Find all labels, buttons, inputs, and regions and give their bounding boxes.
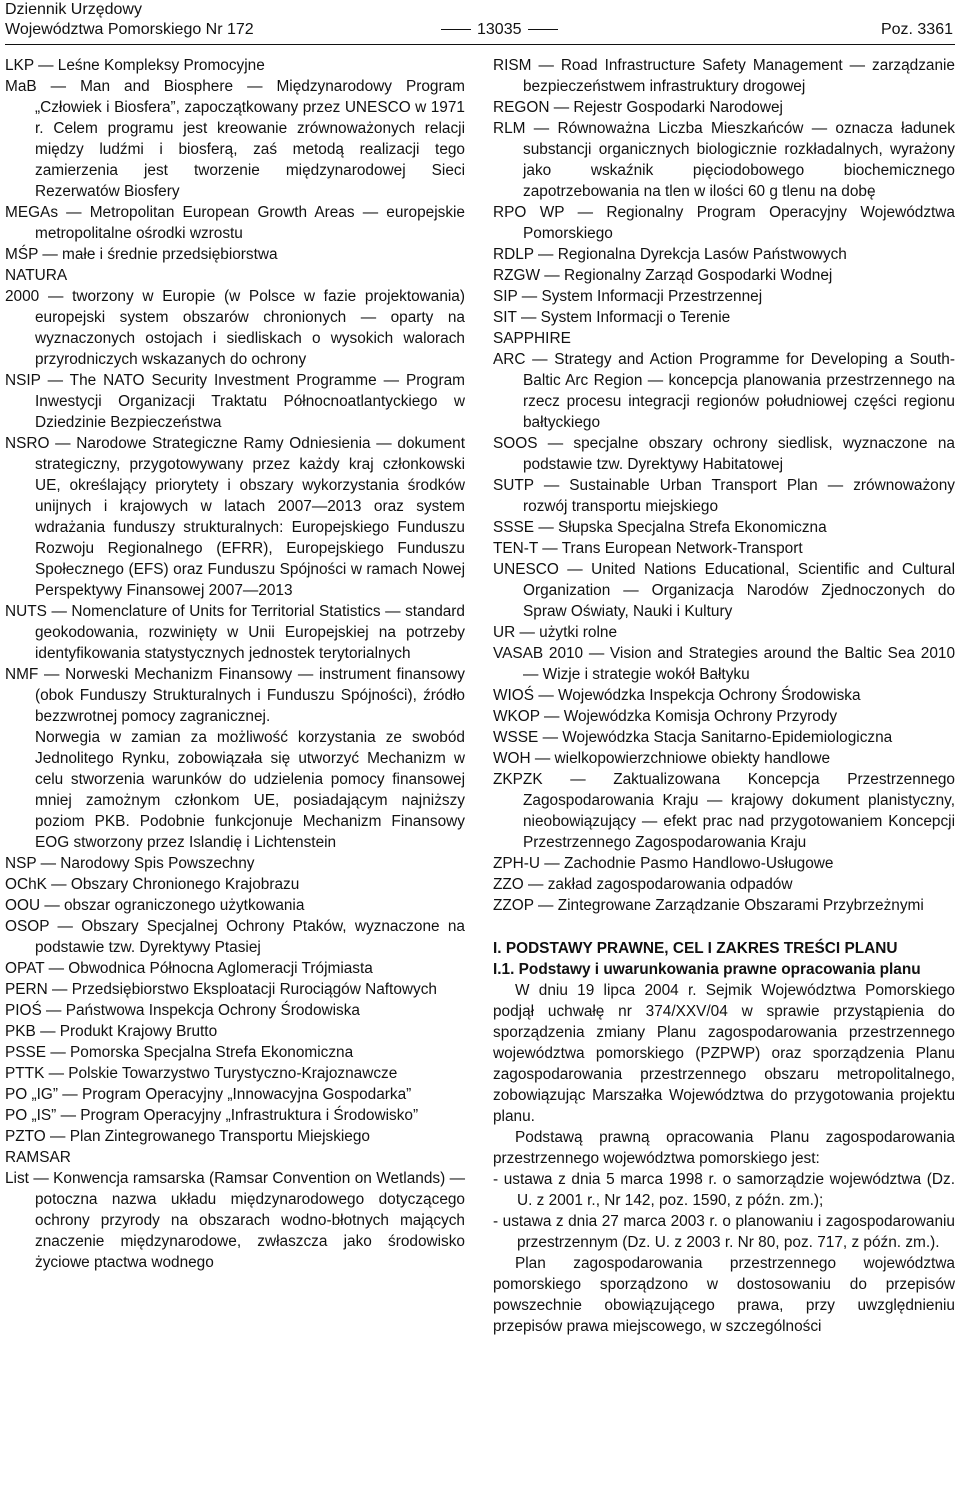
left-column bbox=[5, 55, 465, 1273]
glossary-entry: PO „IS” — Program Operacyjny „Infrastruktura i Środowisko” bbox=[5, 1107, 419, 1124]
glossary-entry: RLM — Równoważna Liczba Mieszkańców — oznacza ładunek substancji organicznych biologicznie rozkładalnych, wyrażony jako wskaźnik pięciodobowego biochemicznego zapotrzebowania na tlen w ilości 60 g tlenu na dobę bbox=[493, 120, 955, 200]
glossary-entry: SOOS — specjalne obszary ochrony siedlisk, wyznaczone na podstawie tzw. Dyrektywy Habitatowej bbox=[493, 435, 955, 473]
glossary-entry: SIP — System Informacji Przestrzennej bbox=[493, 288, 763, 305]
glossary-entry: PTTK — Polskie Towarzystwo Turystyczno-Krajoznawcze bbox=[5, 1065, 398, 1082]
glossary-entry: OSOP — Obszary Specjalnej Ochrony Ptaków, wyznaczone na podstawie tzw. Dyrektywy Ptasiej bbox=[5, 918, 465, 956]
glossary-entry: SSSE — Słupska Specjalna Strefa Ekonomiczna bbox=[493, 519, 827, 536]
glossary-entry: REGON — Rejestr Gospodarki Narodowej bbox=[493, 99, 783, 116]
glossary-entry: OChK — Obszary Chronionego Krajobrazu bbox=[5, 876, 300, 893]
glossary-entry: ZZO — zakład zagospodarowania odpadów bbox=[493, 876, 793, 893]
glossary-entry: MEGAs — Metropolitan European Growth Areas — europejskie metropolitalne ośrodki wzrostu bbox=[5, 204, 465, 242]
header-divider bbox=[5, 44, 955, 45]
journal-line-1: Dziennik Urzędowy bbox=[5, 1, 142, 18]
glossary-entry: OOU — obszar ograniczonego użytkowania bbox=[5, 897, 305, 914]
body-paragraph: W dniu 19 lipca 2004 r. Sejmik Województwa Pomorskiego podjął uchwałę nr 374/XXV/04 w sprawie przystąpienia do sporządzenia zmiany Planu zagospodarowania przestrzennego województwa pomorskiego (PZPWP) oraz sporządzenia Planu zagospodarowania przestrzennego obszaru metropolitalnego, zobowiązując Marszałka Województwa do przygotowania projektu planu. bbox=[493, 982, 955, 1125]
glossary-entry: PIOŚ — Państwowa Inspekcja Ochrony Środowiska bbox=[5, 1002, 360, 1019]
page-header bbox=[5, 0, 955, 48]
glossary-entry: RDLP — Regionalna Dyrekcja Lasów Państwowych bbox=[493, 246, 847, 263]
page-number-text: 13035 bbox=[477, 21, 522, 38]
glossary-entry: RZGW — Regionalny Zarząd Gospodarki Wodnej bbox=[493, 267, 833, 284]
glossary-entry: PKB — Produkt Krajowy Brutto bbox=[5, 1023, 218, 1040]
glossary-entry: ZZOP — Zintegrowane Zarządzanie Obszarami Przybrzeżnymi bbox=[493, 897, 924, 914]
glossary-entry: SUTP — Sustainable Urban Transport Plan — zrównoważony rozwój transportu miejskiego bbox=[493, 477, 955, 515]
page-number bbox=[435, 20, 564, 40]
glossary-entry: TEN-T — Trans European Network-Transport bbox=[493, 540, 803, 557]
glossary-entry: MaB — Man and Biosphere — Międzynarodowy Program „Człowiek i Biosfera”, zapoczątkowany przez UNESCO w 1971 r. Celem programu jest kreowanie zrównoważonych relacji między ludźmi i biosferą, zaś metodą realizacji tego zamierzenia jest tworzenie międzynarodowej Sieci Rezerwatów Biosfery bbox=[5, 78, 465, 200]
glossary-entry: ZPH-U — Zachodnie Pasmo Handlowo-Usługowe bbox=[493, 855, 834, 872]
glossary-entry: 2000 — tworzony w Europie (w Polsce w fazie projektowania) europejski system obszarów chronionych — oparty na wyznaczonych ostojach i siedliskach o wysokich walorach przyrodniczych wskazanych do ochrony bbox=[5, 288, 465, 368]
glossary-entry: NSRO — Narodowe Strategiczne Ramy Odniesienia — dokument strategiczny, przygotowywany przez każdy kraj członkowski UE, określający priorytety i obszary wykorzystania środków unijnych i krajowych w latach 2007—2013 oraz system wdrażania funduszy strukturalnych: Europejskiego Funduszu Rozwoju Regionalnego (EFRR), Europejskiego Funduszu Społecznego (EFS) oraz Funduszu Spójności w ramach Nowej Perspektywy Finansowej 2007—2013 bbox=[5, 435, 465, 599]
glossary-entry: SIT — System Informacji o Terenie bbox=[493, 309, 731, 326]
glossary-entry: UR — użytki rolne bbox=[493, 624, 618, 641]
glossary-entry: RISM — Road Infrastructure Safety Management — zarządzanie bezpieczeństwem infrastruktury drogowej bbox=[493, 57, 955, 95]
glossary-entry: PZTO — Plan Zintegrowanego Transportu Miejskiego bbox=[5, 1128, 370, 1145]
glossary-entry: RAMSAR bbox=[5, 1149, 71, 1166]
glossary-entry: PO „IG” — Program Operacyjny „Innowacyjna Gospodarka” bbox=[5, 1086, 412, 1103]
section-heading: I. PODSTAWY PRAWNE, CEL I ZAKRES TREŚCI PLANU bbox=[493, 940, 898, 957]
glossary-entry: UNESCO — United Nations Educational, Scientific and Cultural Organization — Organizacja Narodów Zjednoczonych do Spraw Oświaty, Nauki i Kultury bbox=[493, 561, 955, 620]
position-number: Poz. 3361 bbox=[880, 21, 953, 38]
glossary-entry: NMF — Norweski Mechanizm Finansowy — instrument finansowy (obok Funduszy Strukturalnych i Funduszu Spójności), źródło bezzwrotnej pomocy zagranicznej. bbox=[5, 666, 465, 725]
subsection-heading: I.1. Podstawy i uwarunkowania prawne opracowania planu bbox=[493, 961, 921, 978]
legal-basis-item: - ustawa z dnia 27 marca 2003 r. o planowaniu i zagospodarowaniu przestrzennym (Dz. U. z 2003 r. Nr 80, poz. 717, z późn. zm.). bbox=[493, 1213, 955, 1251]
glossary-entry: List — Konwencja ramsarska (Ramsar Convention on Wetlands) — potoczna nazwa układu międzynarodowego dotyczącego ochrony przyrody na obszarach wodno-błotnych mających znaczenie międzynarodowe, zwłaszcza jako środowisko życiowe ptactwa wodnego bbox=[5, 1170, 465, 1271]
body-paragraph: Podstawą prawną opracowania Planu zagospodarowania przestrzennego województwa pomorskiego jest: bbox=[493, 1129, 955, 1167]
glossary-entry: PERN — Przedsiębiorstwo Eksploatacji Rurociągów Naftowych bbox=[5, 981, 437, 998]
glossary-entry: MŚP — małe i średnie przedsiębiorstwa bbox=[5, 246, 278, 263]
right-column bbox=[493, 55, 955, 1337]
glossary-entry: PSSE — Pomorska Specjalna Strefa Ekonomiczna bbox=[5, 1044, 354, 1061]
glossary-entry: VASAB 2010 — Vision and Strategies around the Baltic Sea 2010 — Wizje i strategie wokół Bałtyku bbox=[493, 645, 955, 683]
glossary-entry: OPAT — Obwodnica Północna Aglomeracji Trójmiasta bbox=[5, 960, 373, 977]
glossary-entry: SAPPHIRE bbox=[493, 330, 571, 347]
body-paragraph: Plan zagospodarowania przestrzennego województwa pomorskiego sporządzono w dostosowaniu do przepisów powszechnie obowiązującego prawa, przy uwzględnieniu przepisów prawa miejscowego, w szczególności bbox=[493, 1255, 955, 1335]
dash-rule-right bbox=[528, 29, 558, 30]
glossary-entry: NSIP — The NATO Security Investment Programme — Program Inwestycji Organizacji Traktatu Północnoatlantyckiego w Dziedzinie Bezpieczeństwa bbox=[5, 372, 465, 431]
glossary-entry: WOH — wielkopowierzchniowe obiekty handlowe bbox=[493, 750, 831, 767]
glossary-entry: LKP — Leśne Kompleksy Promocyjne bbox=[5, 57, 265, 74]
glossary-entry-continuation: Norwegia w zamian za możliwość korzystania ze swobód Jednolitego Rynku, zobowiązała się utworzyć Mechanizm w celu stworzenia warunków do udzielenia pomocy finansowej mniej zamożnym członkom UE, posiadającym najniższy poziom PKB. Podobnie funkcjonuje Mechanizm Finansowy EOG stworzony przez Islandię i Lichtenstein bbox=[35, 729, 465, 851]
glossary-entry: WSSE — Wojewódzka Stacja Sanitarno-Epidemiologiczna bbox=[493, 729, 893, 746]
journal-line-2: Województwa Pomorskiego Nr 172 bbox=[5, 21, 254, 38]
legal-basis-item: - ustawa z dnia 5 marca 1998 r. o samorządzie województwa (Dz. U. z 2001 r., Nr 142, poz. 1590, z późn. zm.); bbox=[493, 1171, 955, 1209]
glossary-entry: ARC — Strategy and Action Programme for Developing a South-Baltic Arc Region — koncepcja planowania przestrzennego na rzecz procesu integracji regionów południowej części regionu bałtyckiego bbox=[493, 351, 955, 431]
glossary-entry: NATURA bbox=[5, 267, 68, 284]
glossary-entry: WKOP — Wojewódzka Komisja Ochrony Przyrody bbox=[493, 708, 838, 725]
glossary-entry: ZKPZK — Zaktualizowana Koncepcja Przestrzennego Zagospodarowania Kraju — krajowy dokument planistyczny, nieobowiązujący — efekt prac nad przygotowaniem Koncepcji Przestrzennego Zagospodarowania Kraju bbox=[493, 771, 955, 851]
dash-rule-left bbox=[441, 29, 471, 30]
glossary-entry: WIOŚ — Wojewódzka Inspekcja Ochrony Środowiska bbox=[493, 687, 861, 704]
glossary-entry: RPO WP — Regionalny Program Operacyjny Województwa Pomorskiego bbox=[493, 204, 955, 242]
glossary-entry: NSP — Narodowy Spis Powszechny bbox=[5, 855, 255, 872]
journal-title bbox=[5, 0, 254, 40]
glossary-entry: NUTS — Nomenclature of Units for Territorial Statistics — standard geokodowania, rozwinięty w Unii Europejskiej na potrzeby identyfikowania statystycznych jednostek terytorialnych bbox=[5, 603, 465, 662]
